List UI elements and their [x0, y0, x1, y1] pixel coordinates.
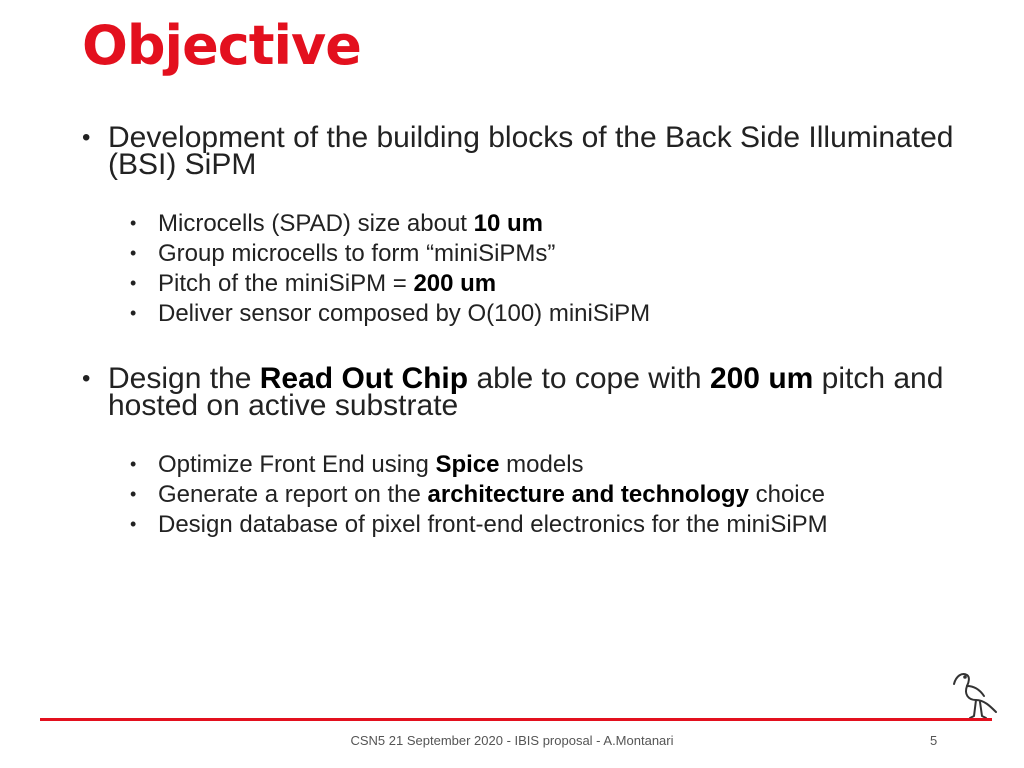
sub-bullet-design-database: • Design database of pixel front-end electronics for the miniSiPM — [128, 513, 960, 536]
slide-title: Objective — [82, 14, 361, 77]
bullet-bsi-sipm-text: Development of the building blocks of the Back Side Illuminated (BSI) SiPM — [108, 121, 954, 181]
page-number: 5 — [930, 733, 938, 748]
sub-bullet-generate-report: • Generate a report on the architecture and technology choice — [128, 483, 960, 506]
slide-content — [80, 121, 960, 576]
sub-bullet-deliver-sensor: • Deliver sensor composed by O(100) miniSiPM — [128, 302, 960, 325]
sub-list-bsi-sipm — [128, 212, 960, 325]
sub-bullet-optimize-front-end: • Optimize Front End using Spice models — [128, 453, 960, 476]
bullet-bsi-sipm — [80, 121, 960, 181]
footer-rule — [40, 718, 992, 721]
sub-bullet-group-microcells: • Group microcells to form “miniSiPMs” — [128, 242, 960, 265]
bullet-read-out-chip: • Design the Read Out Chip able to cope with 200 um pitch and hosted on active substrate — [80, 365, 960, 419]
sub-bullet-microcells: • Microcells (SPAD) size about 10 um — [128, 212, 960, 235]
sub-bullet-pitch: • Pitch of the miniSiPM = 200 um — [128, 272, 960, 295]
ibis-bird-icon — [950, 668, 1000, 720]
footer-text: CSN5 21 September 2020 - IBIS proposal - A.Montanari — [350, 733, 674, 748]
sub-list-read-out-chip — [128, 453, 960, 536]
